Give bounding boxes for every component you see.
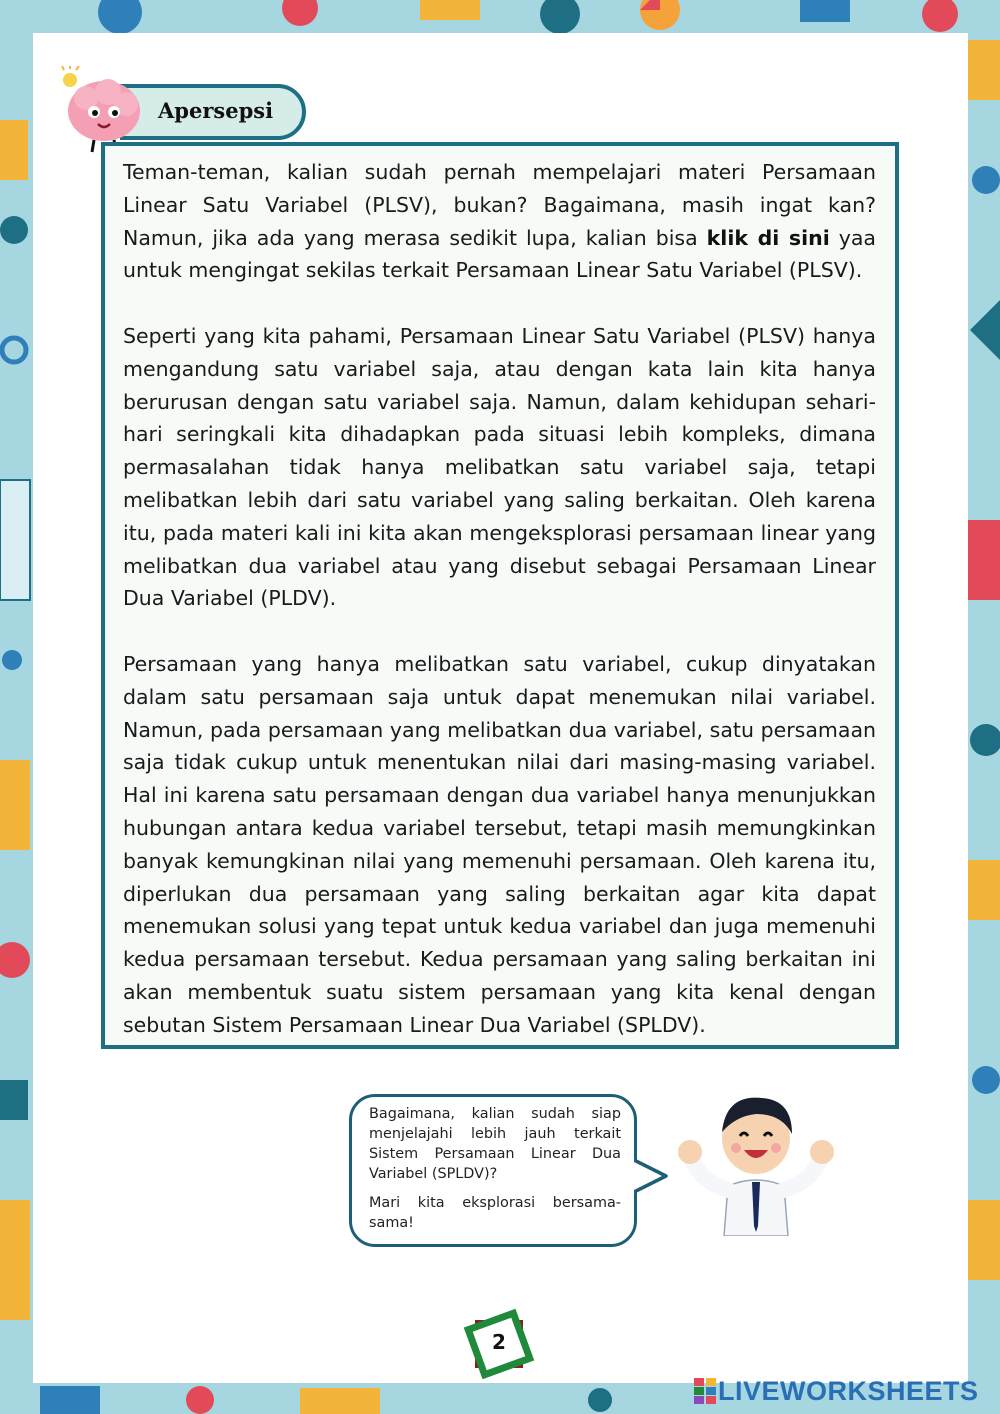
speech-bubble-tail	[634, 1156, 670, 1196]
paragraph-3: Persamaan yang hanya melibatkan satu variabel, cukup dinyatakan dalam satu persamaan saja untuk dapat menemukan nilai variabel. Namun, pada persamaan yang melibatkan dua variabel, satu persamaan saja tidak cukup untuk menentukan nilai dari masing-masing variabel. Hal ini karena satu persamaan dengan dua variabel hanya menunjukkan hubungan antara kedua variabel tersebut, tetapi masih memungkinkan banyak kemungkinan nilai yang memenuhi persamaan. Oleh karena itu, diperlukan dua persamaan yang saling berkaitan agar kita dapat menemukan solusi yang tepat untuk kedua variabel dan juga memenuhi kedua persamaan tersebut. Kedua persamaan yang saling berkaitan ini akan membentuk suatu sistem persamaan yang kita kenal dengan sebutan Sistem Persamaan Linear Dua Variabel (SPLDV).	[123, 651, 876, 1037]
paragraph-1-before: Teman-teman, kalian sudah pernah mempelajari materi Persamaan Linear Satu Variabel (PLSV), bukan? Bagaimana, masih ingat kan? Namun, jika ada yang merasa sedikit lupa, kalian bisa	[123, 160, 876, 250]
bubble-line-2: Mari kita eksplorasi bersama-sama!	[369, 1195, 621, 1231]
cheering-student-icon	[672, 1086, 840, 1236]
paragraph-1	[123, 156, 876, 287]
paragraph-2: Seperti yang kita pahami, Persamaan Linear Satu Variabel (PLSV) hanya mengandung satu variabel saja, atau dengan kata lain kita hanya berurusan dengan satu variabel saja. Namun, dalam kehidupan sehari-hari seringkali kita dihadapkan pada situasi lebih kompleks, dimana permasalahan tidak hanya melibatkan satu variabel saja, tetapi melibatkan lebih dari satu variabel yang saling berkaitan. Oleh karena itu, pada materi kali ini kita akan mengeksplorasi persamaan linear yang melibatkan dua variabel atau yang disebut sebagai Persamaan Linear Dua Variabel (PLDV).	[123, 323, 876, 611]
page-number: 2	[492, 1330, 506, 1354]
liveworksheets-logo-icon	[694, 1378, 716, 1404]
section-title: Apersepsi	[158, 98, 274, 123]
click-here-link[interactable]: klik di sini	[706, 225, 830, 250]
content-text	[123, 156, 876, 1042]
bubble-line-1: Bagaimana, kalian sudah siap menjelajahi lebih jauh terkait Sistem Persamaan Linear Dua Variabel (SPLDV)?	[369, 1106, 621, 1182]
paragraph-1-after: yaa untuk mengingat sekilas terkait Persamaan Linear Satu Variabel (PLSV).	[123, 225, 876, 283]
liveworksheets-watermark: LIVEWORKSHEETS	[718, 1376, 979, 1406]
speech-bubble-text	[369, 1104, 621, 1242]
